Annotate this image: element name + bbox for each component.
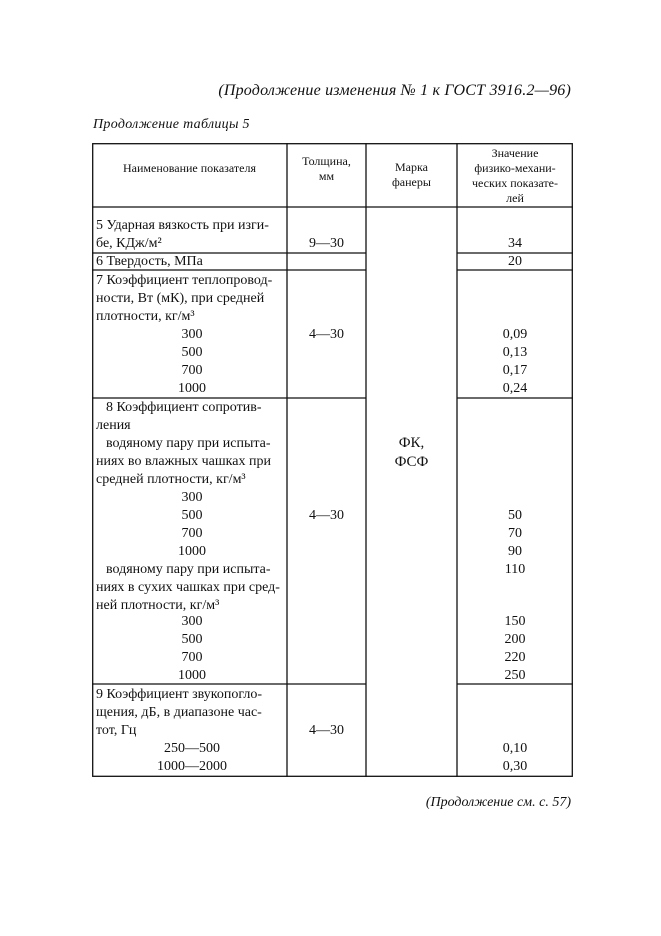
brand-line: ФК, <box>398 435 425 451</box>
col-header-line: Марка <box>395 160 428 174</box>
value: 50 <box>508 508 522 523</box>
col-header-brand <box>366 160 457 190</box>
density: 300 <box>181 614 203 629</box>
row8-densities2 <box>92 613 292 685</box>
range: 1000—2000 <box>157 759 227 774</box>
table-continuation-caption: Продолжение таблицы 5 <box>93 117 250 132</box>
col-header-line: лей <box>506 191 524 205</box>
value: 0,09 <box>502 327 528 342</box>
row8-name-cont: ления <box>96 418 131 433</box>
cell-text: водяному пару при испыта- <box>106 436 271 451</box>
value: 220 <box>504 650 526 665</box>
col-header-line: Толщина, <box>302 154 351 168</box>
col-header-line: Наименование показателя <box>123 161 256 175</box>
row9-thickness: 4—30 <box>309 723 344 738</box>
density: 500 <box>181 632 203 647</box>
cell-text: средней плотности, кг/м³ <box>96 472 246 487</box>
col-header-line: Значение <box>491 146 539 160</box>
row5-name <box>96 217 269 253</box>
row8-name <box>106 399 262 417</box>
density: 700 <box>181 650 203 665</box>
cell-text: 8 Коэффициент сопротив- <box>106 400 262 415</box>
row5-value: 34 <box>508 236 522 251</box>
col-header-value <box>457 146 573 206</box>
density: 500 <box>181 508 203 523</box>
brand-line: ФСФ <box>394 454 429 470</box>
density: 1000 <box>178 544 206 559</box>
cell-text: щения, дБ, в диапазоне час- <box>96 705 262 720</box>
row9-name <box>96 686 262 740</box>
density: 700 <box>181 526 203 541</box>
row8-values2 <box>457 613 573 685</box>
data-table <box>92 143 573 777</box>
cell-text: тот, Гц <box>96 723 137 738</box>
density: 500 <box>181 345 203 360</box>
col-header-name <box>92 161 287 176</box>
cell-text: ней плотности, кг/м³ <box>96 598 220 613</box>
page-header: (Продолжение изменения № 1 к ГОСТ 3916.2—96) <box>218 82 571 99</box>
row7-thickness: 4—30 <box>309 327 344 342</box>
value: 250 <box>504 668 526 683</box>
col-header-line: мм <box>318 169 335 183</box>
row9-values <box>457 740 573 776</box>
cell-text: ниях во влажных чашках при <box>96 454 271 469</box>
row7-densities <box>92 326 292 398</box>
row8-values1 <box>457 507 573 579</box>
col-header-line: ческих показате- <box>472 176 558 190</box>
density: 1000 <box>178 668 206 683</box>
row6-value: 20 <box>508 254 522 269</box>
page-footer: (Продолжение см. с. 57) <box>425 795 571 810</box>
value: 0,30 <box>502 759 528 774</box>
value: 0,10 <box>502 741 528 756</box>
cell-text: ниях в сухих чашках при сред- <box>96 580 280 595</box>
col-header-line: физико-механи- <box>474 161 556 175</box>
density: 1000 <box>178 381 206 396</box>
value: 200 <box>504 632 526 647</box>
brand-cell <box>366 434 457 472</box>
range: 250—500 <box>164 741 220 756</box>
value: 70 <box>508 526 522 541</box>
row6-name: 6 Твердость, МПа <box>96 254 203 269</box>
row8-thickness: 4—30 <box>309 508 344 523</box>
row7-name <box>96 272 272 326</box>
col-header-thickness <box>287 154 366 184</box>
value: 0,17 <box>502 363 528 378</box>
cell-text: 7 Коэффициент теплопровод- <box>96 273 273 288</box>
col-header-line: фанеры <box>392 175 431 189</box>
cell-text: водяному пару при испыта- <box>106 562 271 577</box>
row8-sub2 <box>96 561 280 615</box>
value: 150 <box>504 614 526 629</box>
density: 700 <box>181 363 203 378</box>
cell-text: бе, КДж/м² <box>96 236 162 251</box>
value: 110 <box>504 562 526 577</box>
cell-text: 5 Ударная вязкость при изги- <box>96 218 269 233</box>
cell-text: плотности, кг/м³ <box>96 309 195 324</box>
cell-text: ности, Вт (мК), при средней <box>96 291 265 306</box>
value: 0,13 <box>502 345 528 360</box>
row7-values <box>457 326 573 398</box>
value: 0,24 <box>502 381 528 396</box>
row5-thickness: 9—30 <box>309 236 344 251</box>
cell-text: 9 Коэффициент звукопогло- <box>96 687 263 702</box>
row8-sub1 <box>96 435 271 489</box>
density: 300 <box>181 490 203 505</box>
value: 90 <box>508 544 522 559</box>
density: 300 <box>181 327 203 342</box>
row9-ranges <box>92 740 292 776</box>
row8-densities1 <box>92 489 292 561</box>
